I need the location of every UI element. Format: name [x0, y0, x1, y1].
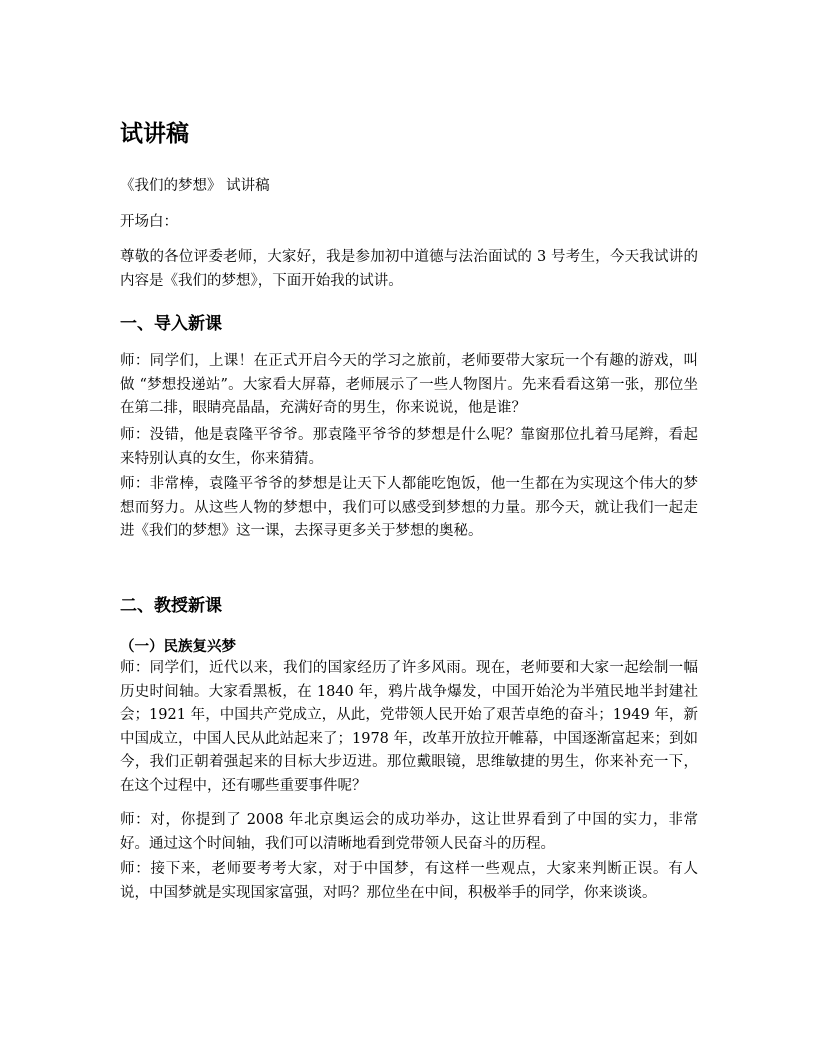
opening-label: 开场白： [120, 214, 178, 230]
teaching-paragraph-3: 师：接下来，老师要考考大家，对于中国梦，有这样一些观点，大家来判断正误。有人说，中国梦就是实现国家富强，对吗？那位坐在中间，积极举手的同学，你来谈谈。 [120, 861, 698, 901]
document-title: 试讲稿 [120, 121, 189, 147]
section-heading-teaching: 二、教授新课 [120, 596, 222, 616]
teaching-paragraph-2: 师：对，你提到了 2008 年北京奥运会的成功举办，这让世界看到了中国的实力，非常好。通过这个时间轴，我们可以清晰地看到党带领人民奋斗的历程。 [120, 812, 698, 852]
document-subtitle: 《我们的梦想》 试讲稿 [120, 178, 270, 194]
teaching-paragraph-1: 师：同学们，近代以来，我们的国家经历了许多风雨。现在，老师要和大家一起绘制一幅历史时间轴。大家看黑板，在 1840 年，鸦片战争爆发，中国开始沦为半殖民地半封建社会；1921 年，中国共产党成立，从此，党带领人民开始了艰苦卓绝的奋斗；1949 年，新中国成立，中国人民从此站起来了；1978 年，改革开放拉开帷幕，中国逐渐富起来；到如今，我们正朝着强起来的目标大步迈进。那位戴眼镜，思维敏捷的男生，你来补充一下，在这个过程中，还有哪些重要事件呢？ [120, 660, 699, 794]
subsection-heading-national-rejuvenation: （一）民族复兴梦 [120, 639, 236, 655]
opening-paragraph: 尊敬的各位评委老师，大家好，我是参加初中道德与法治面试的 3 号考生，今天我试讲的内容是《我们的梦想》，下面开始我的试讲。 [120, 249, 698, 289]
intro-paragraph-1: 师：同学们，上课！在正式开启今天的学习之旅前，老师要带大家玩一个有趣的游戏，叫做 “梦想投递站”。大家看大屏幕，老师展示了一些人物图片。先来看看这第一张，那位坐在第二排，眼睛亮晶晶，充满好奇的男生，你来说说，他是谁？ [120, 353, 698, 416]
intro-paragraph-3: 师：非常棒，袁隆平爷爷的梦想是让天下人都能吃饱饭，他一生都在为实现这个伟大的梦想而努力。从这些人物的梦想中，我们可以感受到梦想的力量。那今天，就让我们一起走进《我们的梦想》这一课，去探寻更多关于梦想的奥秘。 [120, 476, 698, 539]
section-heading-intro: 一、导入新课 [120, 314, 222, 334]
intro-paragraph-2: 师：没错，他是袁隆平爷爷。那袁隆平爷爷的梦想是什么呢？靠窗那位扎着马尾辫，看起来特别认真的女生，你来猜猜。 [120, 427, 698, 467]
